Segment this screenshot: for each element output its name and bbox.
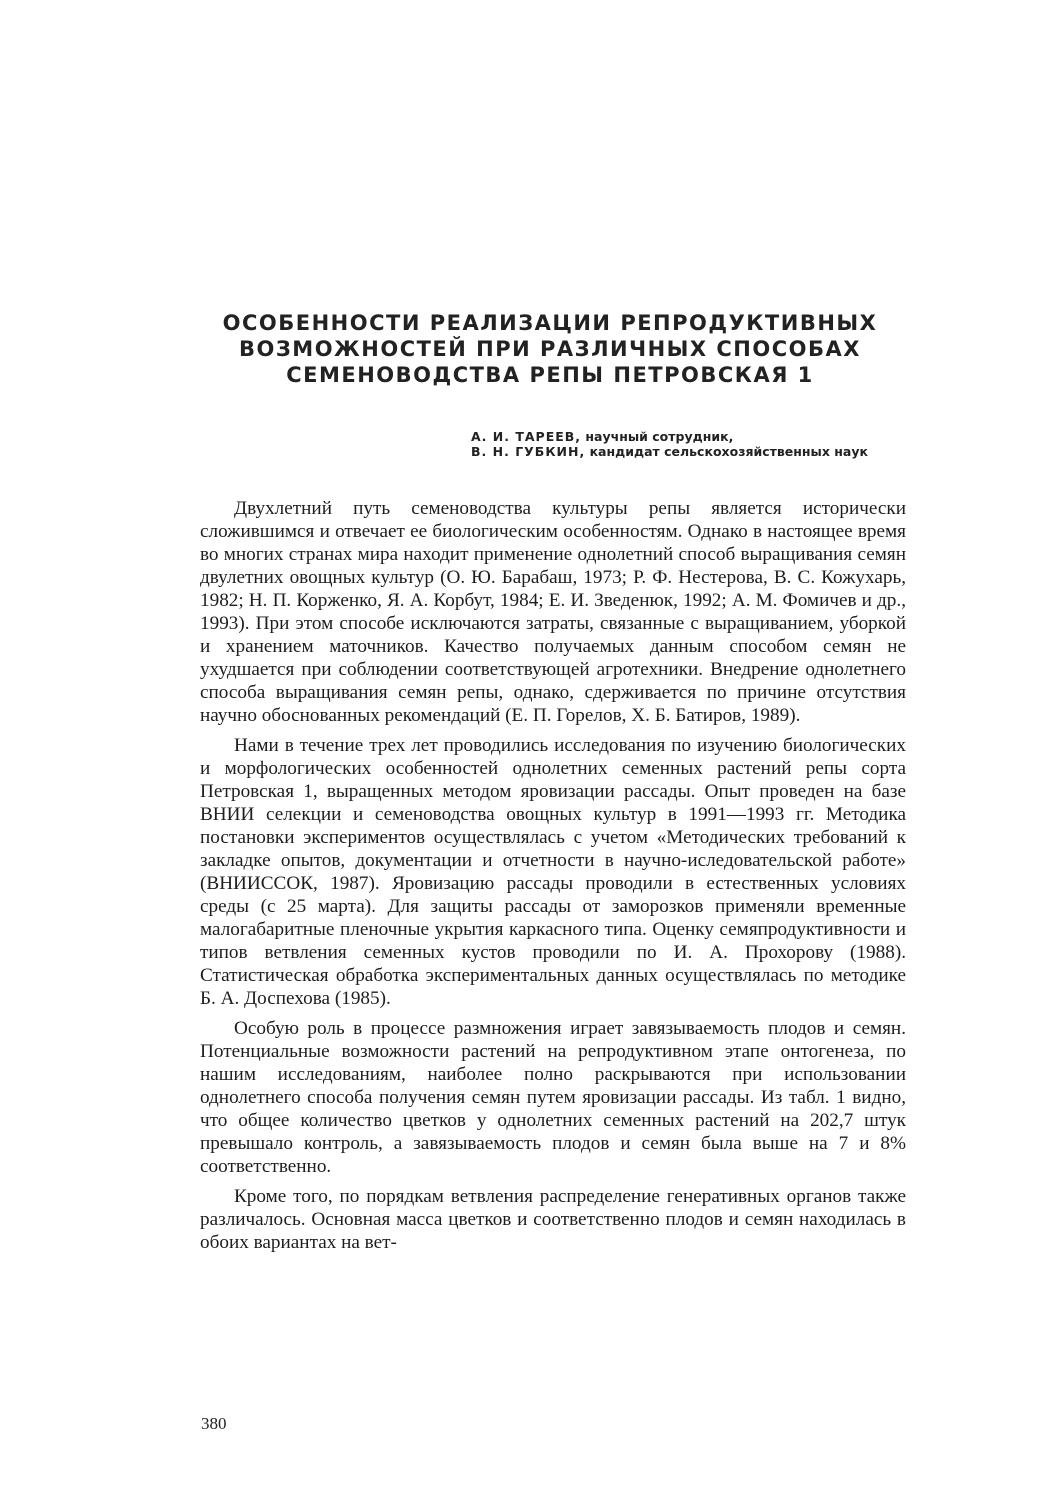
paragraph-3: Особую роль в процессе размножения играет завязываемость плодов и семян. Потенциальные возможности растений на репродуктивном этапе онтогенеза, по нашим исследованиям, наиболее полно раскрываются при использовании однолетнего способа получения семян путем яровизации рассады. Из табл. 1 видно, что общее количество цветков у однолетних семенных растений на 202,7 штук превышало контроль, а завязываемость плодов и семян была выше на 7 и 8% соответственно. bbox=[200, 1018, 906, 1177]
author-name: В. Н. ГУБКИН, bbox=[471, 444, 586, 459]
article-title bbox=[200, 310, 900, 388]
article-body bbox=[200, 497, 906, 1261]
author-2 bbox=[471, 444, 891, 459]
title-line-1: ОСОБЕННОСТИ РЕАЛИЗАЦИИ РЕПРОДУКТИВНЫХ bbox=[222, 311, 878, 335]
author-1 bbox=[471, 429, 891, 444]
paragraph-2: Нами в течение трех лет проводились исследования по изучению биологических и морфологических особенностей однолетних семенных растений репы сорта Петровская 1, выращенных методом яровизации рассады. Опыт проведен на базе ВНИИ селекции и семеноводства овощных культур в 1991—1993 гг. Методика постановки экспериментов осуществлялась с учетом «Методических требований к закладке опытов, документации и отчетности в научно-иследовательской работе» (ВНИИССОК, 1987). Яровизацию рассады проводили в естественных условиях среды (с 25 марта). Для защиты рассады от заморозков применяли временные малогабаритные пленочные укрытия каркасного типа. Оценку семяпродуктивности и типов ветвления семенных кустов проводили по И. А. Прохорову (1988). Статистическая обработка экспериментальных данных осуществлялась по методике Б. А. Доспехова (1985). bbox=[200, 735, 906, 1009]
title-line-3: СЕМЕНОВОДСТВА РЕПЫ ПЕТРОВСКАЯ 1 bbox=[286, 363, 814, 387]
author-position: кандидат сельскохозяйственных наук bbox=[589, 444, 868, 459]
paragraph-4: Кроме того, по порядкам ветвления распределение генеративных органов также различалось. Основная масса цветков и соответственно плодов и семян находилась в обоих вариантах на вет- bbox=[200, 1186, 906, 1253]
author-position: научный сотрудник, bbox=[585, 429, 734, 444]
paragraph-1: Двухлетний путь семеноводства культуры репы является исторически сложившимся и отвечает ее биологическим особенностям. Однако в настоящее время во многих странах мира находит применение однолетний способ выращивания семян двулетних овощных культур (О. Ю. Барабаш, 1973; Р. Ф. Нестерова, В. С. Кожухарь, 1982; Н. П. Корженко, Я. А. Корбут, 1984; Е. И. Зведенюк, 1992; А. М. Фомичев и др., 1993). При этом способе исключаются затраты, связанные с выращиванием, уборкой и хранением маточников. Качество получаемых данным способом семян не ухудшается при соблюдении соответствующей агротехники. Внедрение однолетнего способа выращивания семян репы, однако, сдерживается по причине отсутствия научно обоснованных рекомендаций (Е. П. Горелов, Х. Б. Батиров, 1989). bbox=[200, 498, 906, 726]
author-block bbox=[471, 429, 891, 459]
page-number: 380 bbox=[201, 1414, 227, 1433]
author-name: А. И. ТАРЕЕВ, bbox=[471, 429, 582, 444]
title-line-2: ВОЗМОЖНОСТЕЙ ПРИ РАЗЛИЧНЫХ СПОСОБАХ bbox=[239, 337, 861, 361]
